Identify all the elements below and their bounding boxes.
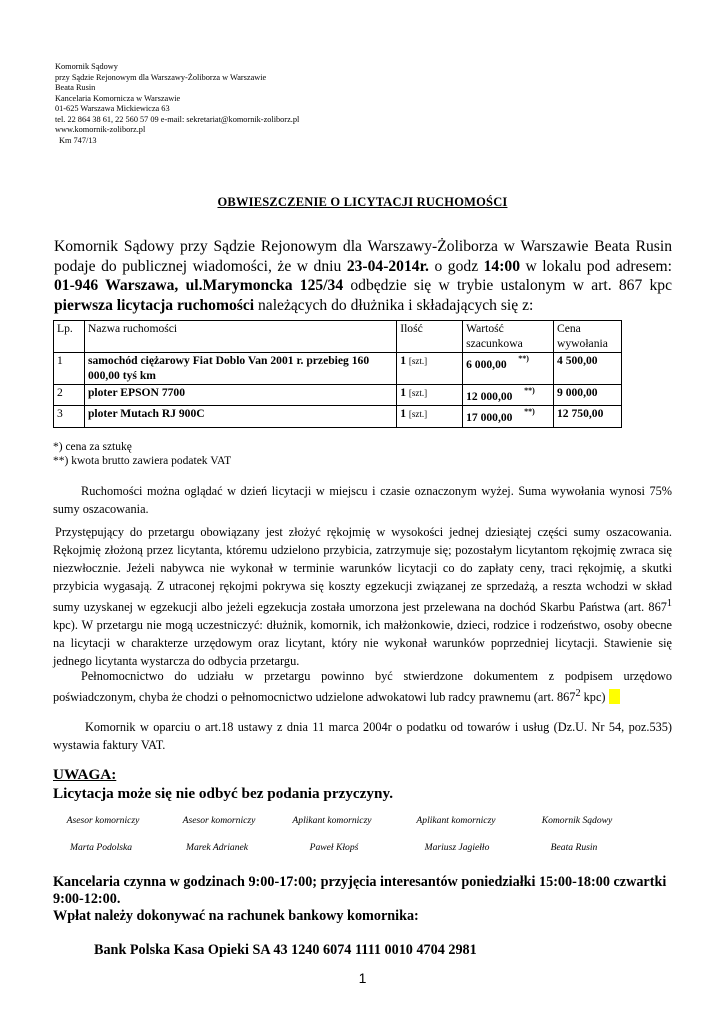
office-hours: Kancelaria czynna w godzinach 9:00-17:00; przyjęcia interesantów poniedziałki 15:00-18:00 czwartki 9:00-12:00.: [53, 874, 667, 908]
auction-address: 01-946 Warszawa, ul.Marymoncka 125/34: [54, 277, 344, 295]
cell-lp: 3: [54, 406, 85, 427]
office-header: [55, 62, 299, 146]
notice-text: Licytacja może się nie odbyć bez podania przyczyny.: [53, 785, 393, 802]
table-row: [54, 353, 622, 385]
power-of-attorney-paragraph: Pełnomocnictwo do udziału w przetargu powinno być stwierdzone dokumentem z podpisem urzędowo poświadczonym, chyba że chodzi o pełnomocnictwo udzielone adwokatowi lub radcy prawnemu (art. $867^2$ kpc): [53, 669, 672, 705]
header-line: www.komornik-zoliborz.pl: [55, 125, 146, 134]
header-line: przy Sądzie Rejonowym dla Warszawy-Żoliborza w Warszawie: [55, 72, 267, 82]
vat-paragraph: Komornik w oparciu o art.18 ustawy z dnia 11 marca 2004r o podatku od towarów i usług (Dz.U. Nr 54, poz.535) wystawia faktury VAT.: [53, 720, 672, 752]
cell-qty: 1 [szt.]: [397, 406, 463, 427]
header-cell-name: Nazwa ruchomości: [84, 321, 396, 353]
cell-name: samochód ciężarowy Fiat Doblo Van 2001 r. przebieg 160 000,00 tyś km: [84, 353, 396, 385]
staff-name: Beata Rusin: [550, 842, 598, 853]
case-number: Km 747/13: [59, 135, 97, 145]
highlight-mark: [609, 689, 620, 704]
bank-account: Bank Polska Kasa Opieki SA 43 1240 6074 1111 0010 4704 2981: [94, 942, 477, 958]
items-table: [53, 320, 622, 428]
page-number: 1: [358, 970, 367, 986]
viewing-paragraph: Ruchomości można oglądać w dzień licytacji w miejscu i czasie oznaczonym wyżej. Suma wywołania wynosi 75% sumy oszacowania.: [53, 484, 672, 516]
header-line: Kancelaria Komornicza w Warszawie: [55, 93, 181, 103]
auction-time: 14:00: [483, 257, 521, 275]
header-cell-price: Cena wywołania: [554, 321, 622, 353]
auction-date: 23-04-2014r.: [346, 257, 429, 275]
cell-price: 12 750,00: [554, 406, 622, 427]
cell-value: 17 000,00 **): [463, 406, 554, 427]
staff-name: Marta Podolska: [69, 842, 133, 853]
cell-name: ploter EPSON 7700: [84, 385, 396, 406]
intro-text: o godz: [428, 257, 484, 275]
office-hours-block: [53, 874, 693, 926]
cell-value: 6 000,00 **): [463, 353, 554, 385]
header-cell-qty: Ilość: [397, 321, 463, 353]
intro-text: Komornik Sądowy przy Sądzie Rejonowym dla Warszawy-Żoliborza w Warszawie Beata Rusin podaje do publicznej wiadomości, że w dniu: [54, 238, 672, 275]
header-line: tel. 22 864 38 61, 22 560 57 09 e-mail: sekretariat@komornik-zoliborz.pl: [55, 114, 300, 124]
notice-block: [53, 765, 393, 803]
cell-qty: 1 [szt.]: [397, 385, 463, 406]
payment-info: Wpłat należy dokonywać na rachunek bankowy komornika:: [53, 908, 419, 925]
cell-qty: 1 [szt.]: [397, 353, 463, 385]
intro-paragraph: [54, 237, 672, 315]
cell-price: 4 500,00: [554, 353, 622, 385]
cell-lp: 2: [54, 385, 85, 406]
cell-name: ploter Mutach RJ 900C: [84, 406, 396, 427]
page-title: OBWIESZCZENIE O LICYTACJI RUCHOMOŚCI: [217, 195, 508, 209]
footnote: **) kwota brutto zawiera podatek VAT: [53, 455, 232, 467]
header-line: 01-625 Warszawa Mickiewicza 63: [55, 104, 170, 113]
cell-price: 9 000,00: [554, 385, 622, 406]
header-cell-lp: Lp.: [54, 321, 85, 353]
footnotes: [53, 440, 231, 468]
intro-text: należących do dłużnika i składających się z:: [254, 296, 534, 314]
deposit-paragraph: Przystępujący do przetargu obowiązany jest złożyć rękojmię w wysokości jednej dziesiątej części sumy oszacowania. Rękojmię złożoną przez licytanta, któremu udzielono przybicia, zatrzymuje się; pozostałym licytantom rękojmię zwraca się niezwłocznie. Jeżeli nabywca nie wykonał w terminie warunków licytacji co do zapłaty ceny, traci rękojmię, a skutki przybicia wygasają. Z utraconej rękojmi pokrywa się koszty egzekucji związanej ze sprzedażą, a reszta wchodzi w skład sumy uzyskanej w egzekucji albo jeżeli egzekucja została umorzona jest przelewana na dochód Skarbu Państwa (art. $867^1$ kpc). W przetargu nie mogą uczestniczyć: dłużnik, komornik, ich małżonkowie, dzieci, rodzice i rodzeństwo, osoby obecne na licytacji w charakterze urzędowym oraz licytant, który nie wykonał warunków poprzedniej licytacji. Stawienie się jednego licytanta wystarcza do odbycia przetargu.: [53, 525, 672, 669]
staff-role: Asesor komorniczy: [66, 815, 140, 826]
staff-role: Komornik Sądowy: [541, 815, 613, 826]
header-cell-value: Wartość szacunkowa: [463, 321, 554, 353]
auction-type: pierwsza licytacja ruchomości: [54, 296, 255, 314]
notice-label: UWAGA:: [53, 766, 117, 783]
staff-role: Aplikant komorniczy: [292, 815, 372, 826]
staff-role: Asesor komorniczy: [182, 815, 256, 826]
staff-name: Paweł Kłopś: [309, 842, 359, 853]
staff-role: Aplikant komorniczy: [416, 815, 496, 826]
cell-value: 12 000,00 **): [463, 385, 554, 406]
header-line: Komornik Sądowy: [55, 62, 118, 71]
cell-lp: 1: [54, 353, 85, 385]
staff-name: Marek Adrianek: [185, 842, 249, 853]
table-row: [54, 385, 622, 406]
intro-text: odbędzie się w trybie ustalonym w art. 867 kpc: [343, 277, 673, 295]
intro-text: w lokalu pod adresem:: [520, 257, 672, 275]
staff-name: Mariusz Jagiełło: [424, 842, 490, 853]
table-header-row: [54, 321, 622, 353]
table-row: [54, 406, 622, 427]
header-line: Beata Rusin: [55, 83, 96, 92]
footnote: *) cena za sztukę: [53, 441, 132, 453]
